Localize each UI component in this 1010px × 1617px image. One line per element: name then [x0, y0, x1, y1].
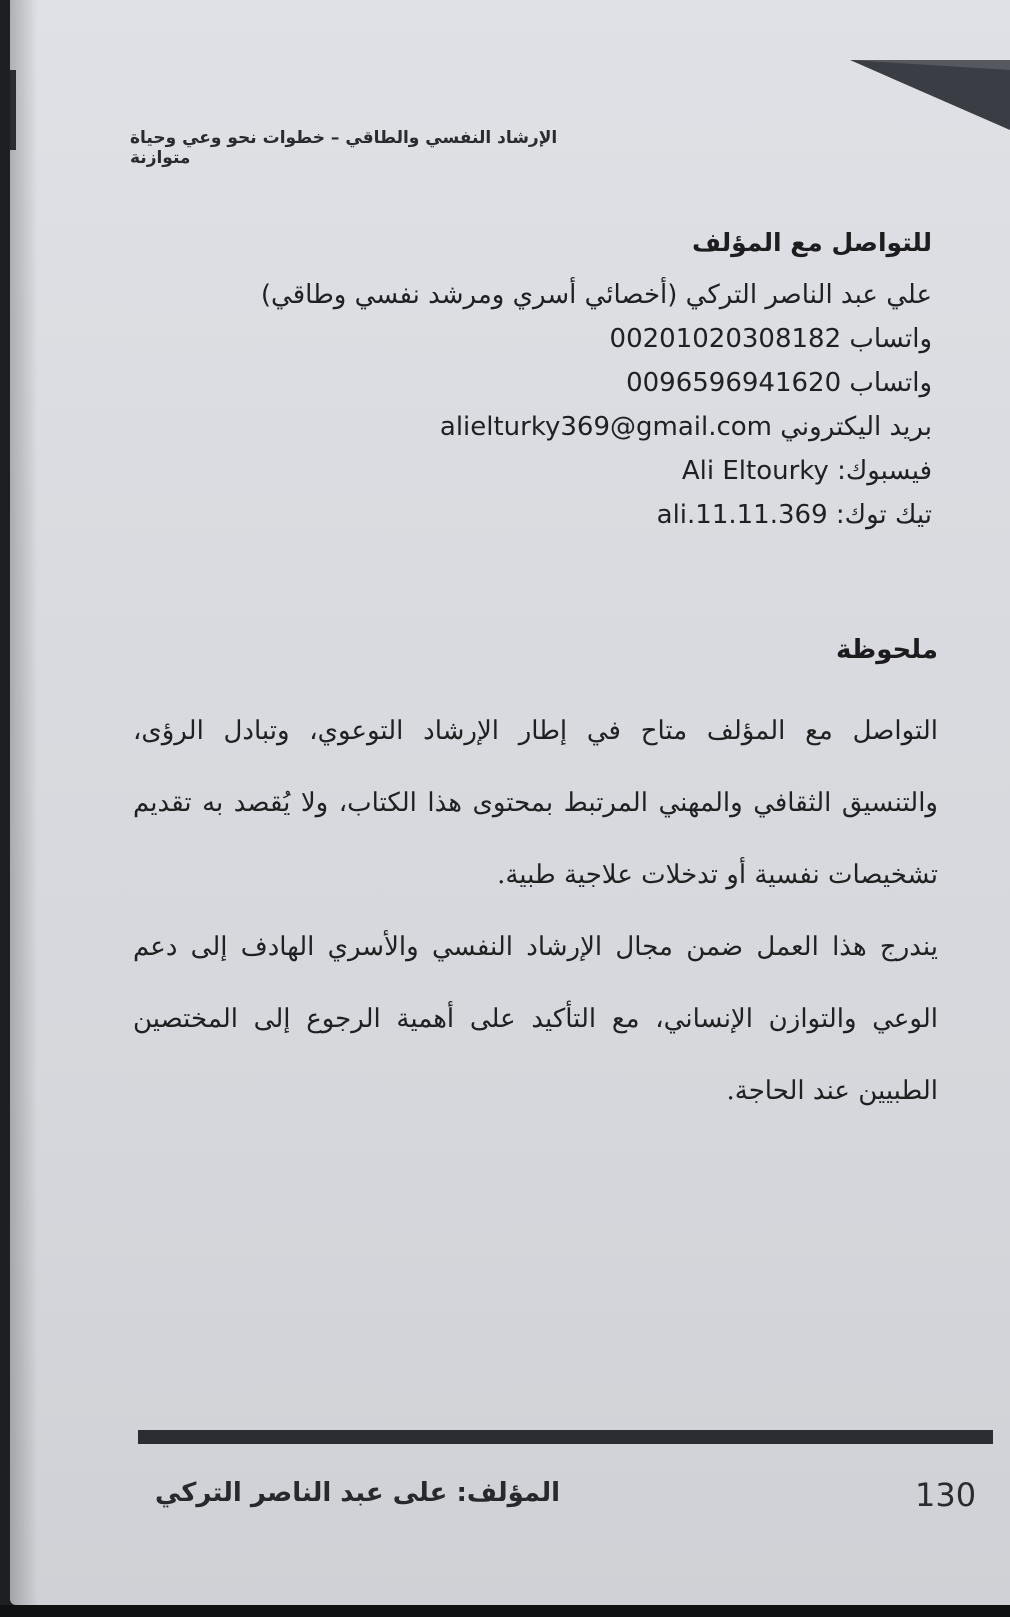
- email-line: [112, 405, 932, 449]
- whatsapp-label: واتساب: [849, 368, 932, 398]
- whatsapp-number: 0096596941620: [626, 368, 842, 398]
- corner-decoration: [810, 0, 1010, 140]
- contact-heading: للتواصل مع المؤلف: [691, 228, 932, 257]
- page-number: 130: [915, 1476, 977, 1514]
- author-contact-section: [112, 228, 932, 537]
- tiktok-line: [112, 493, 932, 537]
- whatsapp-line-1: [112, 317, 932, 361]
- footer-divider: [138, 1430, 993, 1444]
- running-header: الإرشاد النفسي والطاقي – خطوات نحو وعي وحياة متوازنة: [130, 128, 558, 168]
- facebook-line: [112, 449, 932, 493]
- book-page: [10, 0, 1010, 1605]
- email-label: بريد اليكتروني: [780, 412, 932, 442]
- tiktok-label: تيك توك:: [835, 500, 932, 530]
- table-surface: [0, 1605, 1010, 1617]
- note-paragraph-1: التواصل مع المؤلف متاح في إطار الإرشاد التوعوي، وتبادل الرؤى، والتنسيق الثقافي والمهني المرتبط بمحتوى هذا الكتاب، ولا يُقصد به تقديم تشخيصات نفسية أو تدخلات علاجية طبية.: [133, 716, 938, 890]
- footer-author-credit: المؤلف: على عبد الناصر التركي: [154, 1478, 560, 1508]
- author-name-line: علي عبد الناصر التركي (أخصائي أسري ومرشد نفسي وطاقي): [260, 280, 932, 310]
- facebook-handle: Ali Eltourky: [681, 456, 829, 486]
- note-paragraph-2: يندرج هذا العمل ضمن مجال الإرشاد النفسي والأسري الهادف إلى دعم الوعي والتوازن الإنساني، مع التأكيد على أهمية الرجوع إلى المختصين الطبيين عند الحاجة.: [133, 932, 938, 1106]
- note-heading: ملحوظة: [835, 635, 938, 665]
- email-address: alielturky369@gmail.com: [439, 412, 772, 442]
- whatsapp-label: واتساب: [849, 324, 932, 354]
- tiktok-handle: ali.11.11.369: [656, 500, 828, 530]
- spine-shadow: [10, 0, 38, 1605]
- whatsapp-number: 00201020308182: [609, 324, 842, 354]
- page-edge-tab: [10, 70, 16, 150]
- whatsapp-line-2: [112, 361, 932, 405]
- facebook-label: فيسبوك:: [837, 456, 932, 486]
- note-section: [133, 635, 938, 1127]
